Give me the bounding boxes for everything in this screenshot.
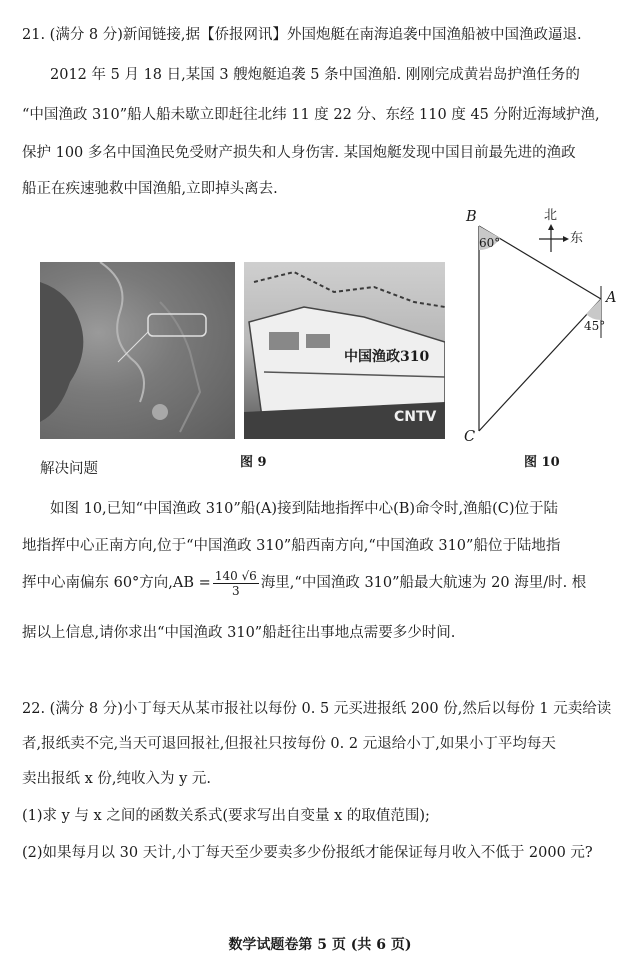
- q21-header: 21. (满分 8 分)新闻链接,据【侨报网讯】外国炮艇在南海追袭中国渔船被中国渔政逼退.: [22, 27, 582, 43]
- problem-line3-start: 挥中心南偏东 60°方向,AB =: [22, 575, 211, 592]
- ab-numerator: 140 √6: [214, 569, 257, 583]
- q22-line: 者,报纸卖不完,当天可退回报社,但报社只按每份 0. 2 元退给小丁,如果小丁平均每天: [22, 736, 556, 752]
- label-a: A: [606, 290, 617, 306]
- problem-line3-end: 海里,“中国渔政 310”船最大航速为 20 海里/时. 根: [260, 575, 587, 592]
- problem-line: 据以上信息,请你求出“中国渔政 310”船赶往出事地点需要多少时间.: [22, 625, 456, 641]
- ship-photo: [244, 262, 445, 439]
- side-ca: [479, 299, 601, 431]
- map-image: [40, 262, 235, 439]
- fig10-caption: 图 10: [524, 455, 560, 470]
- angle-a-label: 45°: [584, 319, 606, 333]
- fig9-caption: 图 9: [240, 455, 267, 470]
- angle-a-mark: [586, 299, 601, 320]
- compass-east-arrow: [563, 236, 569, 242]
- compass-north-label: 北: [544, 208, 558, 223]
- q22-subquestion-2: (2)如果每月以 30 天计,小丁每天至少要卖多少份报纸才能保证每月收入不低于 2000 元?: [22, 845, 593, 861]
- label-b: B: [466, 209, 477, 225]
- compass-east-label: 东: [570, 231, 584, 246]
- problem-line-with-fraction: [22, 570, 622, 597]
- problem-line: 地指挥中心正南方向,位于“中国渔政 310”船西南方向,“中国渔政 310”船位于陆地指: [22, 538, 561, 554]
- cntv-logo: CNTV: [394, 409, 437, 425]
- solve-label: 解决问题: [40, 461, 98, 477]
- q22-line: 22. (满分 8 分)小丁每天从某市报社以每份 0. 5 元买进报纸 200 份,然后以每份 1 元卖给读: [22, 701, 612, 717]
- news-line: 保护 100 多名中国渔民免受财产损失和人身伤害. 某国炮艇发现中国目前最先进的渔政: [22, 145, 576, 161]
- label-c: C: [464, 429, 476, 445]
- ab-denominator: 3: [231, 584, 240, 598]
- q22-subquestion-1: (1)求 y 与 x 之间的函数关系式(要求写出自变量 x 的取值范围);: [22, 808, 430, 824]
- ab-fraction: [213, 570, 259, 597]
- problem-line: 如图 10,已知“中国渔政 310”船(A)接到陆地指挥中心(B)命令时,渔船(C)位于陆: [50, 501, 559, 517]
- q22-line: 卖出报纸 x 份,纯收入为 y 元.: [22, 771, 212, 787]
- page-footer: 数学试题卷第 5 页 (共 6 页): [228, 937, 412, 953]
- angle-b-label: 60°: [479, 236, 501, 250]
- map-photo: [40, 262, 235, 439]
- compass-north-arrow: [548, 224, 554, 230]
- news-line: 2012 年 5 月 18 日,某国 3 艘炮艇追袭 5 条中国渔船. 刚刚完成黄岩岛护渔任务的: [50, 67, 580, 83]
- news-line: “中国渔政 310”船人船未歇立即赶往北纬 11 度 22 分、东经 110 度 45 分附近海域护渔,: [22, 107, 600, 123]
- ship-name-text: 中国渔政310: [344, 349, 430, 365]
- news-line: 船正在疾速驰救中国渔船,立即掉头离去.: [22, 181, 278, 197]
